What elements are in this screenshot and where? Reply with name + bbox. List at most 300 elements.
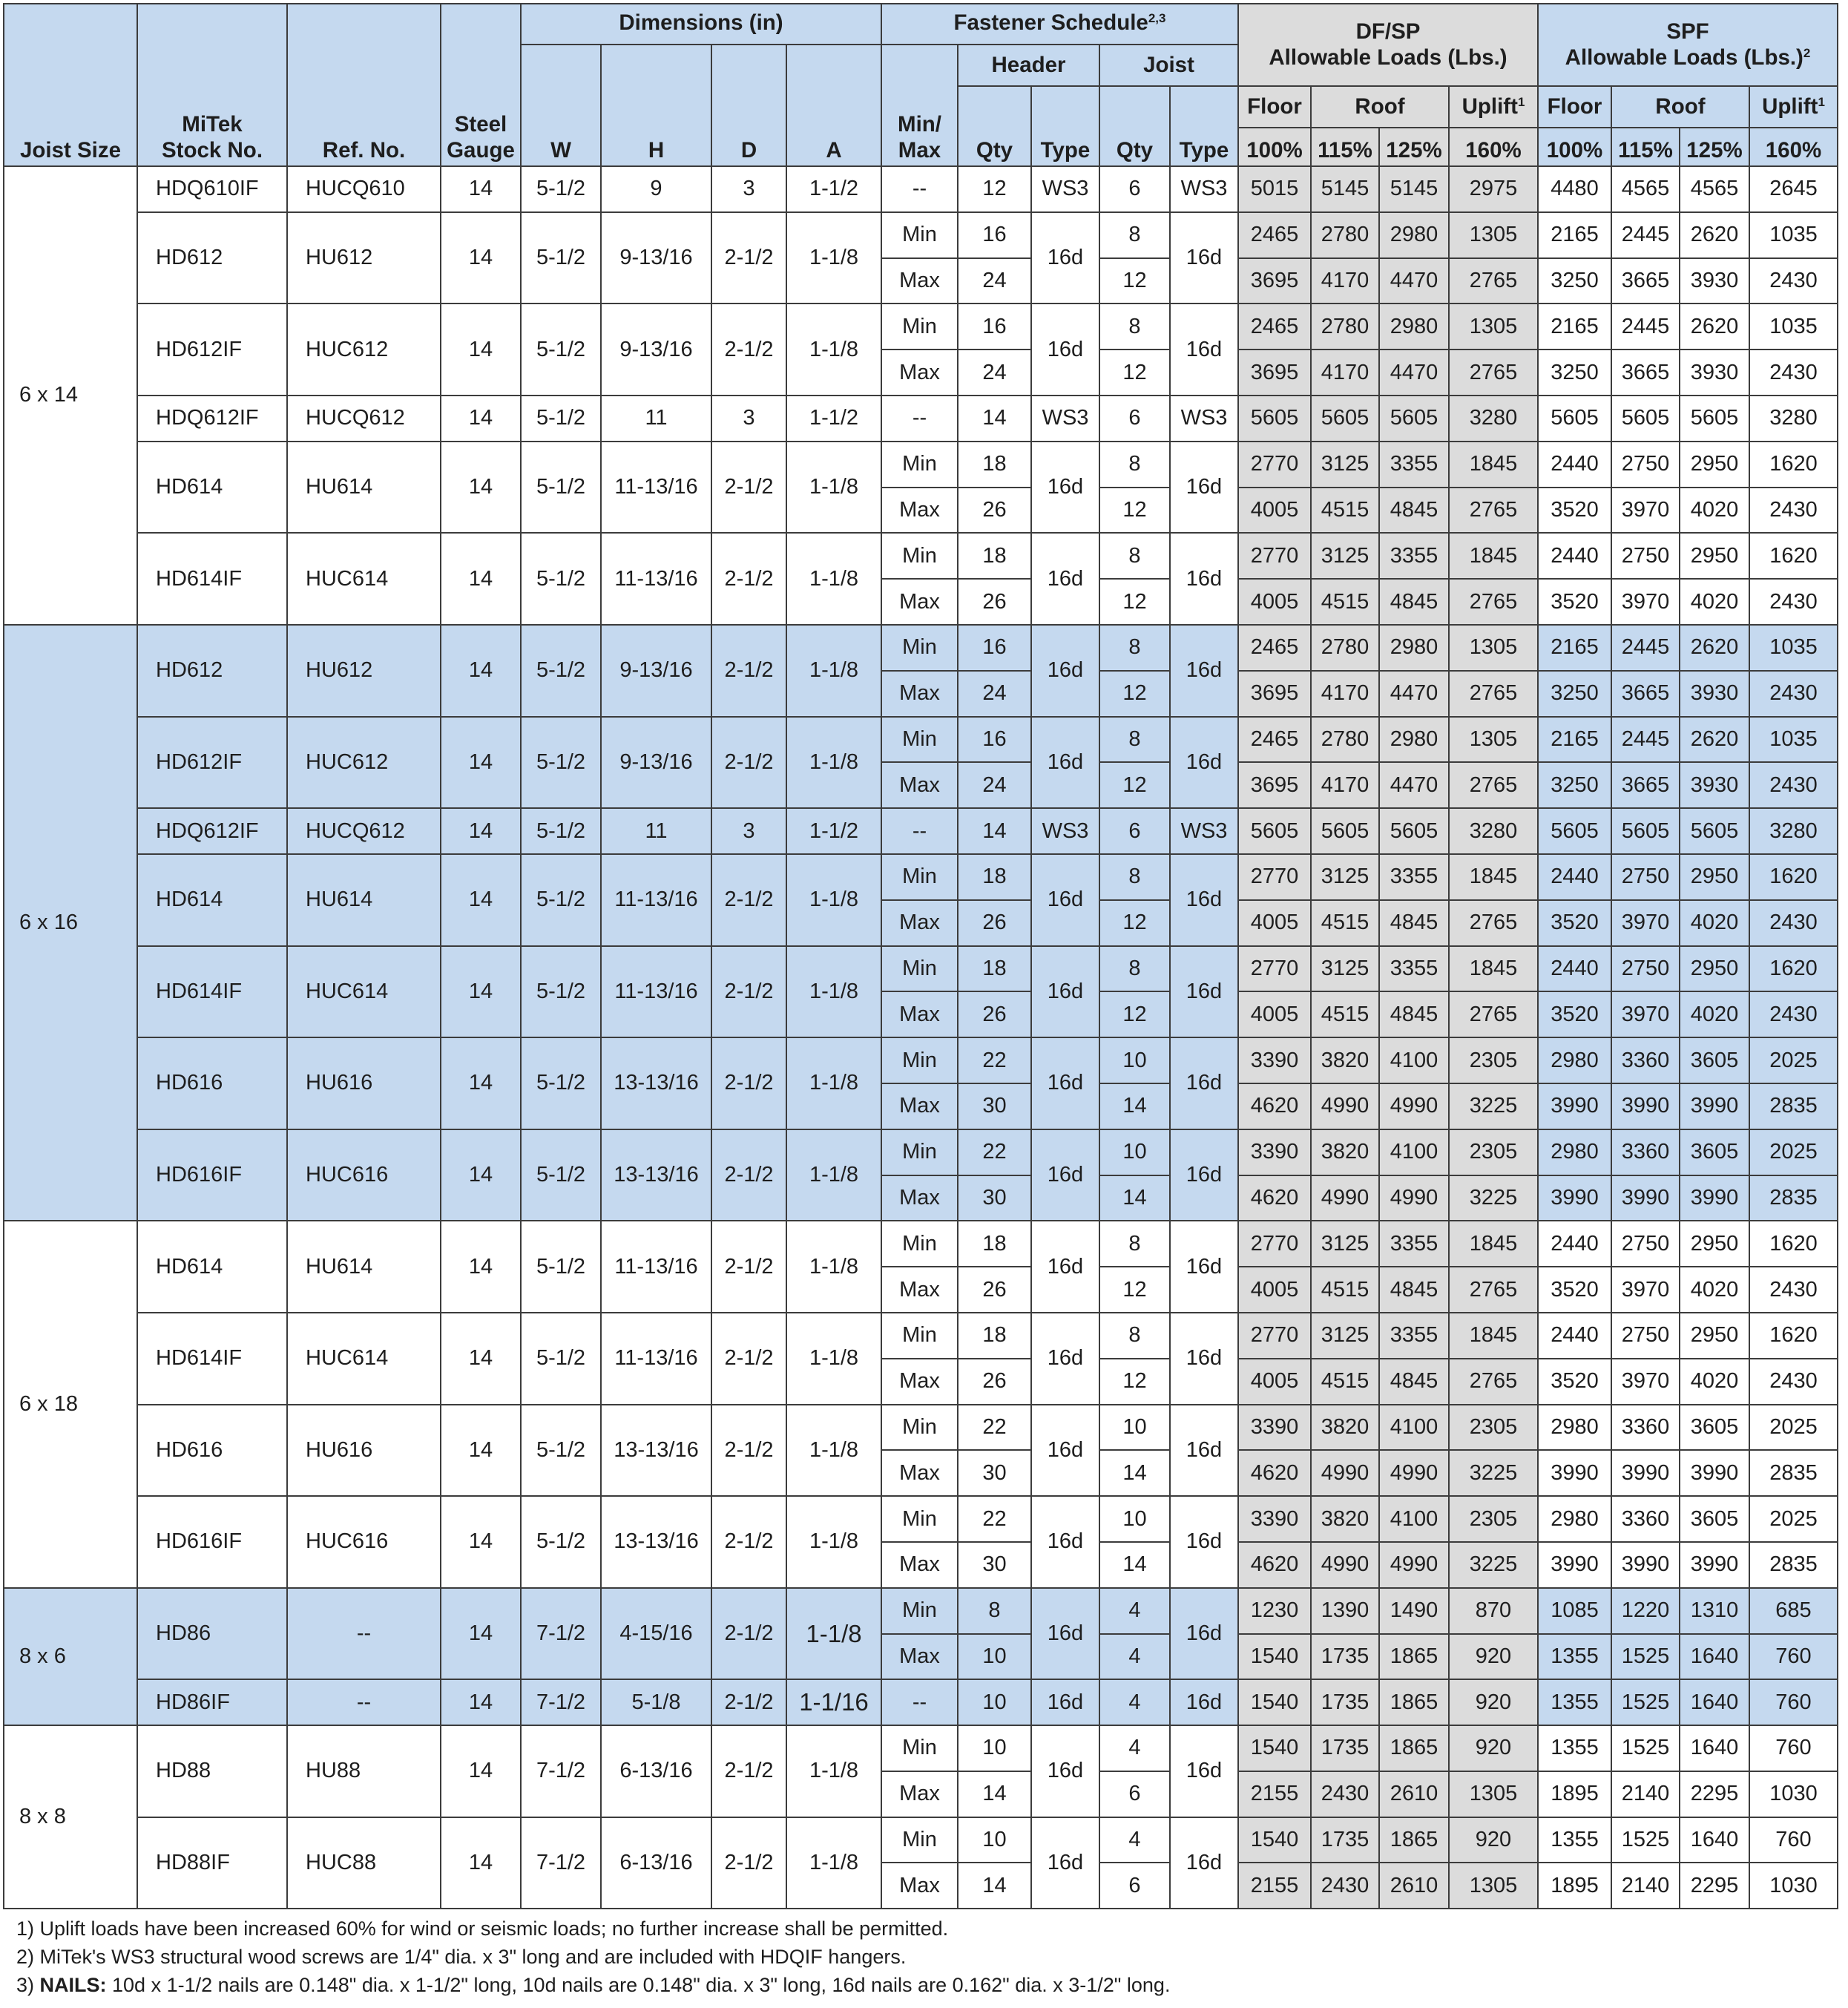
- dfsp-load-160-cell: 2765: [1449, 671, 1538, 717]
- header-qty-cell: 16: [958, 717, 1031, 763]
- steel-gauge-cell: 14: [441, 396, 521, 442]
- joist-size-cell: 6 x 14: [4, 166, 137, 625]
- min-max-cell: Max: [881, 1863, 958, 1909]
- dim-d-cell: 3: [711, 166, 786, 212]
- joist-qty-cell: 12: [1099, 579, 1170, 625]
- spf-load-125-cell: 3930: [1680, 762, 1749, 808]
- joist-qty-cell: 6: [1099, 1863, 1170, 1909]
- dfsp-load-160-cell: 2975: [1449, 166, 1538, 212]
- dim-d-cell: 2-1/2: [711, 1588, 786, 1680]
- header-qty-cell: 14: [958, 396, 1031, 442]
- spf-load-160-cell: 1620: [1749, 1221, 1838, 1267]
- dim-w-cell: 5-1/2: [521, 212, 601, 304]
- spf-load-115-cell: 3970: [1611, 1267, 1680, 1313]
- dfsp-load-160-cell: 1845: [1449, 1313, 1538, 1359]
- joist-qty-cell: 12: [1099, 991, 1170, 1037]
- dfsp-load-115-cell: 5605: [1311, 396, 1379, 442]
- spf-load-125-cell: 1640: [1680, 1634, 1749, 1680]
- footnote-1: 1) Uplift loads have been increased 60% for wind or seismic loads; no further increase shall be permitted.: [16, 1917, 949, 1940]
- header-qty-cell: 22: [958, 1496, 1031, 1542]
- spf-load-100-cell: 5605: [1538, 396, 1611, 442]
- dim-w-cell: 5-1/2: [521, 1496, 601, 1588]
- spf-load-100-cell: 2165: [1538, 625, 1611, 671]
- steel-gauge-cell: 14: [441, 1313, 521, 1405]
- spf-load-115-cell: 3970: [1611, 900, 1680, 946]
- min-max-cell: Min: [881, 1588, 958, 1634]
- header-type-cell: WS3: [1031, 396, 1099, 442]
- spf-load-100-cell: 1895: [1538, 1863, 1611, 1909]
- header-qty-cell: 30: [958, 1542, 1031, 1588]
- header-qty-cell: 26: [958, 1267, 1031, 1313]
- col-min-max: Min/ Max: [881, 45, 958, 166]
- dfsp-load-160-cell: 1305: [1449, 304, 1538, 350]
- ref-no-cell: HUC616: [287, 1496, 441, 1588]
- min-max-cell: Max: [881, 1267, 958, 1313]
- dim-w-cell: 5-1/2: [521, 946, 601, 1038]
- joist-type-cell: 16d: [1170, 946, 1238, 1038]
- dim-w-cell: 5-1/2: [521, 717, 601, 809]
- dfsp-load-115-cell: 5605: [1311, 808, 1379, 854]
- col-spf-floor: Floor: [1538, 86, 1611, 128]
- dim-a-cell: 1-1/8: [786, 854, 881, 946]
- dfsp-load-125-cell: 4845: [1379, 900, 1449, 946]
- dim-d-cell: 3: [711, 808, 786, 854]
- spf-load-115-cell: 3360: [1611, 1496, 1680, 1542]
- spf-load-115-cell: 2750: [1611, 1313, 1680, 1359]
- col-spf-roof: Roof: [1611, 86, 1749, 128]
- joist-type-cell: 16d: [1170, 1588, 1238, 1680]
- spf-load-160-cell: 2025: [1749, 1405, 1838, 1451]
- stock-no-cell: HD86IF: [137, 1679, 287, 1725]
- col-group-fastener: Fastener Schedule$^{2,3}$: [881, 4, 1238, 45]
- spf-load-115-cell: 3970: [1611, 1359, 1680, 1405]
- header-type-cell: 16d: [1031, 1129, 1099, 1221]
- joist-qty-cell: 8: [1099, 854, 1170, 900]
- table-row: [4, 1588, 1838, 1634]
- spf-load-115-cell: 2750: [1611, 854, 1680, 900]
- joist-qty-cell: 8: [1099, 533, 1170, 579]
- spf-load-115-cell: 1220: [1611, 1588, 1680, 1634]
- min-max-cell: Min: [881, 946, 958, 992]
- spf-load-125-cell: 3930: [1680, 258, 1749, 304]
- spf-load-100-cell: 3250: [1538, 350, 1611, 396]
- dfsp-load-125-cell: 4470: [1379, 258, 1449, 304]
- table-row: [4, 166, 1838, 212]
- stock-no-cell: HDQ610IF: [137, 166, 287, 212]
- spf-load-125-cell: 2950: [1680, 442, 1749, 488]
- dfsp-load-115-cell: 4515: [1311, 991, 1379, 1037]
- stock-no-cell: HD614: [137, 1221, 287, 1313]
- spf-load-160-cell: 2430: [1749, 900, 1838, 946]
- spf-load-100-cell: 3250: [1538, 671, 1611, 717]
- dim-a-cell: 1-1/8: [786, 1037, 881, 1129]
- spf-load-125-cell: 3930: [1680, 671, 1749, 717]
- header-qty-cell: 12: [958, 166, 1031, 212]
- joist-type-cell: 16d: [1170, 625, 1238, 717]
- spf-load-115-cell: 3990: [1611, 1175, 1680, 1221]
- header-type-cell: 16d: [1031, 717, 1099, 809]
- spf-load-160-cell: 760: [1749, 1817, 1838, 1863]
- dfsp-load-160-cell: 3280: [1449, 396, 1538, 442]
- dfsp-load-115-cell: 2430: [1311, 1863, 1379, 1909]
- stock-no-cell: HD616: [137, 1405, 287, 1497]
- dim-h-cell: 11-13/16: [601, 946, 711, 1038]
- spf-load-125-cell: 2950: [1680, 533, 1749, 579]
- table-row: [4, 442, 1838, 488]
- spf-load-125-cell: 1640: [1680, 1817, 1749, 1863]
- header-qty-cell: 18: [958, 533, 1031, 579]
- dim-a-cell: 1-1/8: [786, 304, 881, 396]
- dim-a-cell: 1-1/8: [786, 1496, 881, 1588]
- joist-qty-cell: 8: [1099, 1221, 1170, 1267]
- header-qty-cell: 18: [958, 1221, 1031, 1267]
- header-qty-cell: 10: [958, 1634, 1031, 1680]
- dfsp-load-115-cell: 4515: [1311, 579, 1379, 625]
- dim-h-cell: 13-13/16: [601, 1405, 711, 1497]
- col-dfsp-uplift: Uplift$^1$: [1449, 86, 1538, 128]
- col-dfsp-125: 125%: [1379, 128, 1449, 166]
- header-qty-cell: 10: [958, 1725, 1031, 1771]
- dfsp-load-115-cell: 3125: [1311, 442, 1379, 488]
- dim-w-cell: 5-1/2: [521, 854, 601, 946]
- dfsp-load-125-cell: 5145: [1379, 166, 1449, 212]
- dim-a-cell: 1-1/16: [786, 1679, 881, 1725]
- dfsp-load-115-cell: 2780: [1311, 717, 1379, 763]
- spf-load-125-cell: 4020: [1680, 900, 1749, 946]
- dfsp-load-115-cell: 1735: [1311, 1634, 1379, 1680]
- dim-d-cell: 2-1/2: [711, 854, 786, 946]
- dfsp-load-100-cell: 1540: [1238, 1725, 1311, 1771]
- table-row: [4, 1129, 1838, 1175]
- dfsp-load-160-cell: 3280: [1449, 808, 1538, 854]
- spf-load-100-cell: 2980: [1538, 1037, 1611, 1083]
- spf-load-125-cell: 1640: [1680, 1725, 1749, 1771]
- spf-load-115-cell: 3990: [1611, 1542, 1680, 1588]
- dfsp-load-115-cell: 4170: [1311, 671, 1379, 717]
- steel-gauge-cell: 14: [441, 166, 521, 212]
- joist-qty-cell: 4: [1099, 1588, 1170, 1634]
- dfsp-load-160-cell: 920: [1449, 1634, 1538, 1680]
- table-body: [4, 166, 1838, 1909]
- dfsp-load-115-cell: 4170: [1311, 762, 1379, 808]
- dfsp-load-160-cell: 1305: [1449, 212, 1538, 258]
- dfsp-load-100-cell: 2155: [1238, 1771, 1311, 1817]
- dfsp-load-125-cell: 3355: [1379, 1221, 1449, 1267]
- table-row: [4, 854, 1838, 900]
- spf-load-125-cell: 5605: [1680, 396, 1749, 442]
- spf-load-115-cell: 2750: [1611, 442, 1680, 488]
- col-group-joist: Joist: [1099, 45, 1238, 86]
- joist-qty-cell: 6: [1099, 808, 1170, 854]
- dfsp-load-160-cell: 3225: [1449, 1083, 1538, 1129]
- dfsp-load-115-cell: 1735: [1311, 1725, 1379, 1771]
- joist-qty-cell: 10: [1099, 1405, 1170, 1451]
- dim-h-cell: 5-1/8: [601, 1679, 711, 1725]
- spf-load-115-cell: 3360: [1611, 1037, 1680, 1083]
- dfsp-load-100-cell: 3390: [1238, 1496, 1311, 1542]
- dim-w-cell: 5-1/2: [521, 625, 601, 717]
- header-qty-cell: 26: [958, 991, 1031, 1037]
- spf-load-115-cell: 4565: [1611, 166, 1680, 212]
- spf-load-115-cell: 3990: [1611, 1083, 1680, 1129]
- dfsp-load-115-cell: 3820: [1311, 1037, 1379, 1083]
- joist-qty-cell: 14: [1099, 1542, 1170, 1588]
- joist-qty-cell: 12: [1099, 1359, 1170, 1405]
- header-qty-cell: 22: [958, 1405, 1031, 1451]
- steel-gauge-cell: 14: [441, 1405, 521, 1497]
- dim-a-cell: 1-1/2: [786, 808, 881, 854]
- ref-no-cell: HU612: [287, 212, 441, 304]
- spf-load-125-cell: 4020: [1680, 1359, 1749, 1405]
- steel-gauge-cell: 14: [441, 1496, 521, 1588]
- steel-gauge-cell: 14: [441, 717, 521, 809]
- spf-load-160-cell: 760: [1749, 1725, 1838, 1771]
- dfsp-load-100-cell: 2155: [1238, 1863, 1311, 1909]
- spf-load-115-cell: 3970: [1611, 488, 1680, 534]
- stock-no-cell: HD616: [137, 1037, 287, 1129]
- hanger-table-container: [3, 3, 1838, 1909]
- dfsp-load-100-cell: 4005: [1238, 991, 1311, 1037]
- stock-no-cell: HD614IF: [137, 533, 287, 625]
- joist-qty-cell: 12: [1099, 350, 1170, 396]
- dfsp-load-160-cell: 2765: [1449, 350, 1538, 396]
- dim-d-cell: 2-1/2: [711, 533, 786, 625]
- dfsp-load-115-cell: 3820: [1311, 1129, 1379, 1175]
- spf-load-100-cell: 3250: [1538, 762, 1611, 808]
- joist-qty-cell: 4: [1099, 1634, 1170, 1680]
- dfsp-load-100-cell: 3390: [1238, 1405, 1311, 1451]
- spf-load-160-cell: 1620: [1749, 854, 1838, 900]
- joist-size-cell: 8 x 6: [4, 1588, 137, 1725]
- header-type-cell: 16d: [1031, 946, 1099, 1038]
- header-type-cell: 16d: [1031, 625, 1099, 717]
- steel-gauge-cell: 14: [441, 212, 521, 304]
- spf-load-100-cell: 3250: [1538, 258, 1611, 304]
- header-type-cell: 16d: [1031, 442, 1099, 534]
- dfsp-load-160-cell: 1305: [1449, 1771, 1538, 1817]
- dfsp-load-160-cell: 2765: [1449, 579, 1538, 625]
- dfsp-load-160-cell: 2765: [1449, 1267, 1538, 1313]
- dfsp-load-100-cell: 4620: [1238, 1542, 1311, 1588]
- header-qty-cell: 18: [958, 442, 1031, 488]
- header-qty-cell: 8: [958, 1588, 1031, 1634]
- spf-load-125-cell: 3990: [1680, 1450, 1749, 1496]
- dfsp-load-115-cell: 3820: [1311, 1405, 1379, 1451]
- table-row: [4, 1313, 1838, 1359]
- spf-load-100-cell: 3520: [1538, 900, 1611, 946]
- spf-load-160-cell: 1030: [1749, 1863, 1838, 1909]
- dfsp-load-160-cell: 3225: [1449, 1450, 1538, 1496]
- dim-d-cell: 2-1/2: [711, 946, 786, 1038]
- min-max-cell: Max: [881, 579, 958, 625]
- min-max-cell: Min: [881, 1221, 958, 1267]
- header-qty-cell: 24: [958, 258, 1031, 304]
- spf-load-115-cell: 2750: [1611, 946, 1680, 992]
- dim-h-cell: 9-13/16: [601, 304, 711, 396]
- spf-load-100-cell: 2440: [1538, 946, 1611, 992]
- stock-no-cell: HD614: [137, 854, 287, 946]
- joist-type-cell: 16d: [1170, 1725, 1238, 1817]
- dfsp-load-115-cell: 2780: [1311, 212, 1379, 258]
- min-max-cell: Max: [881, 1083, 958, 1129]
- joist-size-cell: 6 x 16: [4, 625, 137, 1221]
- dfsp-load-115-cell: 4170: [1311, 258, 1379, 304]
- joist-qty-cell: 8: [1099, 946, 1170, 992]
- joist-qty-cell: 12: [1099, 671, 1170, 717]
- dfsp-load-115-cell: 2780: [1311, 625, 1379, 671]
- dfsp-load-100-cell: 5015: [1238, 166, 1311, 212]
- dfsp-load-115-cell: 1735: [1311, 1817, 1379, 1863]
- dfsp-load-100-cell: 3695: [1238, 671, 1311, 717]
- col-group-dfsp: DF/SP Allowable Loads (Lbs.): [1238, 4, 1538, 86]
- dim-w-cell: 5-1/2: [521, 304, 601, 396]
- steel-gauge-cell: 14: [441, 304, 521, 396]
- spf-load-160-cell: 1620: [1749, 533, 1838, 579]
- spf-load-125-cell: 3990: [1680, 1542, 1749, 1588]
- col-spf-125: 125%: [1680, 128, 1749, 166]
- dim-w-cell: 5-1/2: [521, 1221, 601, 1313]
- stock-no-cell: HD616IF: [137, 1496, 287, 1588]
- table-header: [4, 4, 1838, 166]
- ref-no-cell: HU616: [287, 1037, 441, 1129]
- dfsp-load-160-cell: 920: [1449, 1725, 1538, 1771]
- dfsp-load-125-cell: 4845: [1379, 488, 1449, 534]
- dim-d-cell: 2-1/2: [711, 1129, 786, 1221]
- min-max-cell: Min: [881, 1725, 958, 1771]
- dfsp-load-100-cell: 4620: [1238, 1450, 1311, 1496]
- dim-w-cell: 5-1/2: [521, 396, 601, 442]
- dfsp-load-160-cell: 1845: [1449, 1221, 1538, 1267]
- dfsp-load-125-cell: 1490: [1379, 1588, 1449, 1634]
- spf-load-115-cell: 5605: [1611, 808, 1680, 854]
- steel-gauge-cell: 14: [441, 1037, 521, 1129]
- col-w: W: [521, 45, 601, 166]
- dfsp-load-125-cell: 4470: [1379, 762, 1449, 808]
- dim-d-cell: 2-1/2: [711, 717, 786, 809]
- spf-load-100-cell: 1085: [1538, 1588, 1611, 1634]
- joist-type-cell: 16d: [1170, 1221, 1238, 1313]
- header-qty-cell: 24: [958, 350, 1031, 396]
- joist-type-cell: 16d: [1170, 717, 1238, 809]
- dfsp-load-125-cell: 2980: [1379, 625, 1449, 671]
- steel-gauge-cell: 14: [441, 1221, 521, 1313]
- dim-h-cell: 11-13/16: [601, 854, 711, 946]
- spf-load-115-cell: 2445: [1611, 717, 1680, 763]
- dim-a-cell: 1-1/8: [786, 212, 881, 304]
- header-qty-cell: 26: [958, 1359, 1031, 1405]
- header-qty-cell: 26: [958, 579, 1031, 625]
- dfsp-load-100-cell: 4005: [1238, 1267, 1311, 1313]
- dfsp-load-115-cell: 2780: [1311, 304, 1379, 350]
- header-qty-cell: 18: [958, 854, 1031, 900]
- min-max-cell: Max: [881, 1175, 958, 1221]
- dim-w-cell: 7-1/2: [521, 1679, 601, 1725]
- spf-load-100-cell: 2165: [1538, 717, 1611, 763]
- dim-h-cell: 9-13/16: [601, 717, 711, 809]
- dim-a-cell: 1-1/8: [786, 1221, 881, 1313]
- dim-d-cell: 2-1/2: [711, 1405, 786, 1497]
- min-max-cell: Max: [881, 671, 958, 717]
- spf-load-100-cell: 1355: [1538, 1817, 1611, 1863]
- spf-load-115-cell: 2445: [1611, 212, 1680, 258]
- ref-no-cell: HU614: [287, 854, 441, 946]
- header-type-cell: 16d: [1031, 1037, 1099, 1129]
- joist-qty-cell: 12: [1099, 488, 1170, 534]
- dfsp-load-125-cell: 2980: [1379, 304, 1449, 350]
- dfsp-load-160-cell: 3225: [1449, 1175, 1538, 1221]
- dim-w-cell: 5-1/2: [521, 1129, 601, 1221]
- spf-load-100-cell: 2440: [1538, 442, 1611, 488]
- joist-type-cell: 16d: [1170, 442, 1238, 534]
- col-spf-160: 160%: [1749, 128, 1838, 166]
- spf-load-125-cell: 3605: [1680, 1496, 1749, 1542]
- joist-qty-cell: 6: [1099, 396, 1170, 442]
- ref-no-cell: HUCQ610: [287, 166, 441, 212]
- dfsp-load-115-cell: 3125: [1311, 1313, 1379, 1359]
- joist-size-cell: 8 x 8: [4, 1725, 137, 1909]
- dim-a-cell: 1-1/8: [786, 1313, 881, 1405]
- min-max-cell: Max: [881, 350, 958, 396]
- dfsp-load-125-cell: 4100: [1379, 1129, 1449, 1175]
- header-type-cell: 16d: [1031, 1817, 1099, 1909]
- dfsp-load-160-cell: 920: [1449, 1817, 1538, 1863]
- spf-load-160-cell: 2430: [1749, 762, 1838, 808]
- dfsp-load-125-cell: 4470: [1379, 671, 1449, 717]
- spf-load-125-cell: 2620: [1680, 625, 1749, 671]
- ref-no-cell: HUC614: [287, 533, 441, 625]
- dfsp-load-100-cell: 3390: [1238, 1129, 1311, 1175]
- spf-load-125-cell: 2950: [1680, 854, 1749, 900]
- spf-load-160-cell: 760: [1749, 1634, 1838, 1680]
- spf-load-100-cell: 2440: [1538, 1313, 1611, 1359]
- dim-w-cell: 5-1/2: [521, 442, 601, 534]
- joist-qty-cell: 8: [1099, 442, 1170, 488]
- spf-load-125-cell: 4020: [1680, 991, 1749, 1037]
- spf-load-125-cell: 1310: [1680, 1588, 1749, 1634]
- spf-load-100-cell: 3990: [1538, 1083, 1611, 1129]
- dfsp-load-125-cell: 4845: [1379, 579, 1449, 625]
- spf-load-100-cell: 1355: [1538, 1634, 1611, 1680]
- dfsp-load-100-cell: 4005: [1238, 1359, 1311, 1405]
- table-row: [4, 396, 1838, 442]
- dim-w-cell: 7-1/2: [521, 1725, 601, 1817]
- header-type-cell: 16d: [1031, 533, 1099, 625]
- header-qty-cell: 16: [958, 625, 1031, 671]
- col-h: H: [601, 45, 711, 166]
- spf-load-160-cell: 1035: [1749, 717, 1838, 763]
- footnotes: [16, 1915, 1170, 1999]
- dfsp-load-115-cell: 4990: [1311, 1450, 1379, 1496]
- min-max-cell: --: [881, 1679, 958, 1725]
- spf-load-160-cell: 1620: [1749, 1313, 1838, 1359]
- joist-type-cell: 16d: [1170, 1129, 1238, 1221]
- joist-qty-cell: 12: [1099, 258, 1170, 304]
- spf-load-160-cell: 2835: [1749, 1175, 1838, 1221]
- spf-load-115-cell: 3970: [1611, 579, 1680, 625]
- ref-no-cell: HUCQ612: [287, 396, 441, 442]
- col-steel-gauge: Steel Gauge: [441, 4, 521, 166]
- dim-w-cell: 5-1/2: [521, 1037, 601, 1129]
- spf-load-160-cell: 3280: [1749, 808, 1838, 854]
- dfsp-load-115-cell: 1735: [1311, 1679, 1379, 1725]
- spf-load-115-cell: 2445: [1611, 304, 1680, 350]
- min-max-cell: Max: [881, 991, 958, 1037]
- dfsp-load-100-cell: 4620: [1238, 1083, 1311, 1129]
- min-max-cell: Max: [881, 1771, 958, 1817]
- spf-load-125-cell: 3605: [1680, 1129, 1749, 1175]
- dfsp-load-125-cell: 5605: [1379, 396, 1449, 442]
- col-header-qty: Qty: [958, 86, 1031, 166]
